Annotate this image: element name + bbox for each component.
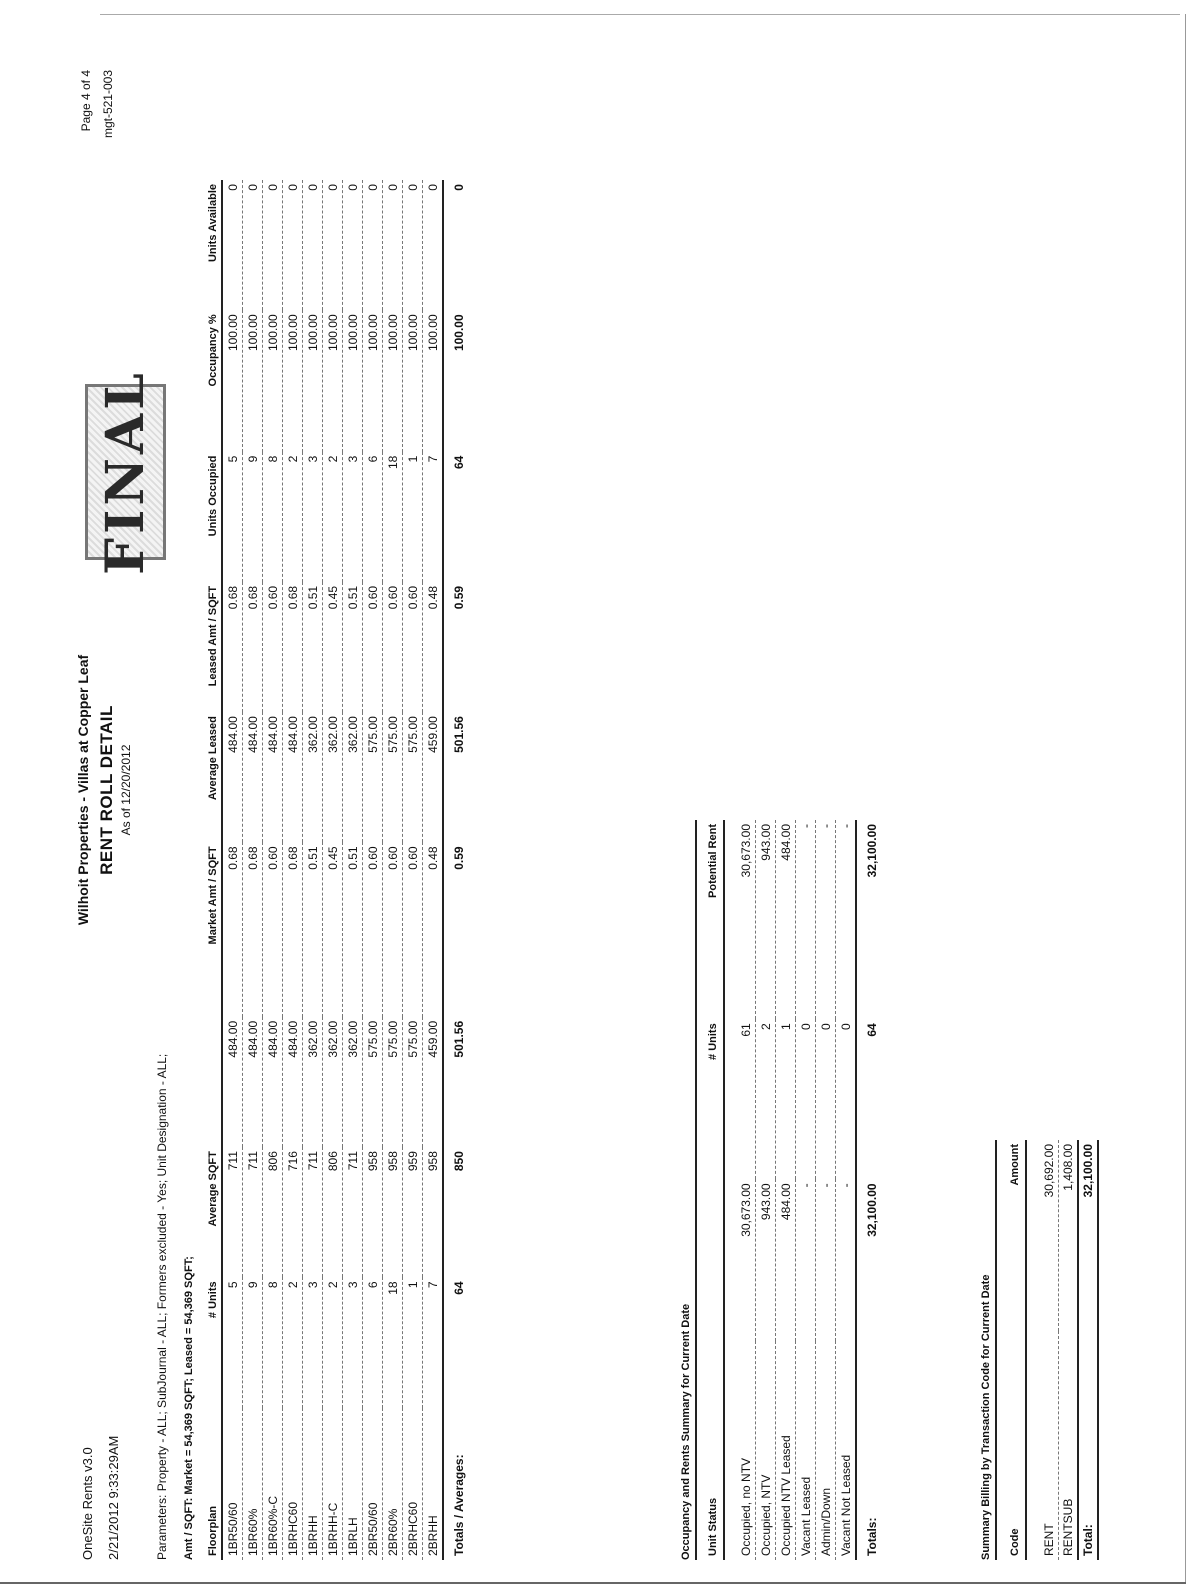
report-parameters: Parameters: Property - ALL; SubJournal - ALL; Formers excluded - Yes; Unit Designation - ALL;: [155, 1053, 169, 1560]
col-code: Code: [996, 1331, 1026, 1560]
cell-market-amt-sqft: 0.45: [323, 842, 343, 1016]
cell-market-rent: 30,673.00: [724, 1179, 756, 1341]
cell-avg-leased: 484.00: [243, 712, 263, 842]
report-header-left: [75, 1436, 127, 1560]
total-occupancy-pct: 100.00: [443, 310, 468, 451]
table-row: [283, 180, 303, 1560]
cell-occupancy-pct: 100.00: [343, 310, 363, 451]
cell-units-occupied: 6: [363, 452, 383, 582]
cell-avg-leased: 362.00: [343, 712, 363, 842]
cell-floorplan: 2BR50/60: [363, 1408, 383, 1560]
cell-amount: 30,692.00: [1026, 1140, 1059, 1331]
sqft-filters: Amt / SQFT: Market = 54,369 SQFT; Leased = 54,369 SQFT;: [183, 1256, 195, 1560]
cell-market-amt-sqft: 0.68: [222, 842, 243, 1016]
cell-units-available: 0: [383, 180, 403, 310]
cell-units: 7: [423, 1277, 444, 1407]
cell-units-occupied: 2: [323, 452, 343, 582]
total-potential-rent: 32,100.00: [856, 820, 881, 1019]
totals-row: [443, 180, 468, 1560]
col-occ-units: # Units: [696, 1019, 724, 1179]
final-stamp: FINAL: [85, 384, 166, 560]
col-units-available: Units Available: [205, 180, 222, 310]
cell-units-available: 0: [263, 180, 283, 310]
cell-market-amt-sqft: 0.60: [263, 842, 283, 1016]
cell-units: 1: [403, 1277, 423, 1407]
col-market-amt-sqft: Market Amt / SQFT: [205, 842, 222, 1016]
cell-avg-sqft: 806: [263, 1147, 283, 1277]
table-row: [243, 180, 263, 1560]
cell-amount: 1,408.00: [1059, 1140, 1079, 1331]
cell-market-rent: 484.00: [222, 1017, 243, 1147]
cell-units-occupied: 3: [343, 452, 363, 582]
total-market-amt-sqft: 0.59: [443, 842, 468, 1016]
col-avg-sqft: Average SQFT: [205, 1147, 222, 1277]
cell-market-rent: 362.00: [343, 1017, 363, 1147]
cell-market-amt-sqft: 0.60: [363, 842, 383, 1016]
total-market-rent: 501.56: [443, 1017, 468, 1147]
cell-units: 61: [724, 1019, 756, 1179]
col-floorplan: Floorplan: [205, 1408, 222, 1560]
cell-potential-rent: -: [796, 820, 816, 1019]
cell-code: RENT: [1026, 1331, 1059, 1560]
cell-unit-status: Vacant Not Leased: [836, 1341, 857, 1560]
total-leased-amt-sqft: 0.59: [443, 582, 468, 712]
occupancy-summary-title: Occupancy and Rents Summary for Current Date: [680, 1303, 692, 1560]
cell-units: 0: [816, 1019, 836, 1179]
cell-units: 5: [222, 1277, 243, 1407]
cell-floorplan: 1BRLH: [343, 1408, 363, 1560]
total-market-rent: 32,100.00: [856, 1179, 881, 1341]
col-units-occupied: Units Occupied: [205, 452, 222, 582]
table-row: [1026, 1140, 1059, 1560]
floorplan-table: [205, 180, 468, 1560]
table-row: [1059, 1140, 1079, 1560]
cell-unit-status: Occupied NTV Leased: [776, 1341, 796, 1560]
cell-occupancy-pct: 100.00: [243, 310, 263, 451]
occupancy-summary-table: [695, 820, 881, 1560]
cell-leased-amt-sqft: 0.51: [303, 582, 323, 712]
cell-leased-amt-sqft: 0.60: [403, 582, 423, 712]
cell-market-rent: -: [816, 1179, 836, 1341]
cell-units-occupied: 9: [243, 452, 263, 582]
total-units-available: 0: [443, 180, 468, 310]
cell-floorplan: 2BRHH: [423, 1408, 444, 1560]
cell-potential-rent: -: [816, 820, 836, 1019]
cell-units: 6: [363, 1277, 383, 1407]
cell-occupancy-pct: 100.00: [263, 310, 283, 451]
cell-leased-amt-sqft: 0.45: [323, 582, 343, 712]
total-units: 64: [856, 1019, 881, 1179]
cell-units-available: 0: [403, 180, 423, 310]
cell-units-occupied: 3: [303, 452, 323, 582]
cell-floorplan: 1BR60%: [243, 1408, 263, 1560]
table-row: [776, 820, 796, 1560]
cell-units-available: 0: [303, 180, 323, 310]
table-row: [816, 820, 836, 1560]
col-potential-rent: Potential Rent: [696, 820, 724, 1019]
cell-leased-amt-sqft: 0.48: [423, 582, 444, 712]
cell-avg-leased: 484.00: [263, 712, 283, 842]
as-of-date: As of 12/20/2012: [119, 744, 133, 836]
cell-avg-sqft: 711: [343, 1147, 363, 1277]
cell-leased-amt-sqft: 0.60: [363, 582, 383, 712]
table-row: [796, 820, 816, 1560]
page-edge-top: [100, 14, 1180, 15]
total-unit-status: Totals:: [856, 1341, 881, 1560]
cell-avg-leased: 459.00: [423, 712, 444, 842]
cell-market-rent: 484.00: [263, 1017, 283, 1147]
cell-avg-leased: 484.00: [222, 712, 243, 842]
cell-leased-amt-sqft: 0.51: [343, 582, 363, 712]
cell-market-amt-sqft: 0.48: [423, 842, 444, 1016]
col-market-rent: [205, 1017, 222, 1147]
cell-potential-rent: 943.00: [756, 820, 776, 1019]
cell-floorplan: 1BRHH-C: [323, 1408, 343, 1560]
col-units: # Units: [205, 1277, 222, 1407]
cell-market-amt-sqft: 0.60: [383, 842, 403, 1016]
cell-units: 3: [343, 1277, 363, 1407]
table-row: [423, 180, 444, 1560]
cell-occupancy-pct: 100.00: [383, 310, 403, 451]
col-occ-market-rent: [696, 1179, 724, 1341]
cell-occupancy-pct: 100.00: [363, 310, 383, 451]
cell-avg-sqft: 711: [243, 1147, 263, 1277]
col-leased-amt-sqft: Leased Amt / SQFT: [205, 582, 222, 712]
cell-occupancy-pct: 100.00: [403, 310, 423, 451]
cell-code: RENTSUB: [1059, 1331, 1079, 1560]
cell-units: 0: [796, 1019, 816, 1179]
cell-units-available: 0: [243, 180, 263, 310]
report-code: mgt-521-003: [101, 70, 115, 139]
cell-occupancy-pct: 100.00: [423, 310, 444, 451]
cell-units-available: 0: [423, 180, 444, 310]
cell-units: 3: [303, 1277, 323, 1407]
cell-market-amt-sqft: 0.51: [343, 842, 363, 1016]
cell-occupancy-pct: 100.00: [323, 310, 343, 451]
report-title: RENT ROLL DETAIL: [97, 705, 116, 875]
cell-floorplan: 1BR60%-C: [263, 1408, 283, 1560]
cell-avg-sqft: 958: [383, 1147, 403, 1277]
table-row: [836, 820, 857, 1560]
cell-floorplan: 2BRHC60: [403, 1408, 423, 1560]
cell-floorplan: 1BRHC60: [283, 1408, 303, 1560]
table-row: [343, 180, 363, 1560]
cell-units-occupied: 2: [283, 452, 303, 582]
total-units-occupied: 64: [443, 452, 468, 582]
total-units: 64: [443, 1277, 468, 1407]
company-name: Wilhoit Properties - Villas at Copper Leaf: [75, 654, 91, 926]
cell-units: 8: [263, 1277, 283, 1407]
cell-potential-rent: 484.00: [776, 820, 796, 1019]
page-edge-bottom: [0, 1582, 1186, 1584]
report-header-center: [75, 540, 133, 1040]
cell-avg-sqft: 958: [423, 1147, 444, 1277]
floorplan-table-header: [205, 180, 222, 1560]
cell-market-rent: 362.00: [303, 1017, 323, 1147]
cell-potential-rent: -: [836, 820, 857, 1019]
cell-market-amt-sqft: 0.68: [243, 842, 263, 1016]
page-edge-right: [1185, 14, 1186, 1582]
total-code: Total:: [1078, 1331, 1098, 1560]
table-row: [383, 180, 403, 1560]
cell-market-amt-sqft: 0.60: [403, 842, 423, 1016]
cell-avg-leased: 575.00: [383, 712, 403, 842]
total-amount: 32,100.00: [1078, 1140, 1098, 1331]
software-name: OneSite Rents v3.0: [80, 1447, 95, 1560]
cell-units-occupied: 1: [403, 452, 423, 582]
billing-summary-table: [995, 1140, 1099, 1560]
cell-leased-amt-sqft: 0.68: [222, 582, 243, 712]
table-row: [303, 180, 323, 1560]
table-row: [222, 180, 243, 1560]
cell-floorplan: 1BR50/60: [222, 1408, 243, 1560]
cell-avg-leased: 362.00: [323, 712, 343, 842]
cell-units-available: 0: [323, 180, 343, 310]
report-header-right: [75, 70, 119, 270]
cell-market-rent: -: [836, 1179, 857, 1341]
cell-avg-sqft: 959: [403, 1147, 423, 1277]
cell-units: 18: [383, 1277, 403, 1407]
table-row: [323, 180, 343, 1560]
totals-row: [1078, 1140, 1098, 1560]
cell-units: 2: [283, 1277, 303, 1407]
occupancy-table-header: [696, 820, 724, 1560]
cell-market-rent: 484.00: [283, 1017, 303, 1147]
cell-units: 0: [836, 1019, 857, 1179]
cell-units: 1: [776, 1019, 796, 1179]
cell-market-rent: 484.00: [776, 1179, 796, 1341]
cell-units-available: 0: [222, 180, 243, 310]
total-avg-sqft: 850: [443, 1147, 468, 1277]
cell-units-occupied: 8: [263, 452, 283, 582]
cell-floorplan: 2BR60%: [383, 1408, 403, 1560]
cell-unit-status: Occupied, NTV: [756, 1341, 776, 1560]
cell-avg-sqft: 806: [323, 1147, 343, 1277]
billing-table-header: [996, 1140, 1026, 1560]
cell-market-rent: 575.00: [363, 1017, 383, 1147]
cell-market-rent: 575.00: [383, 1017, 403, 1147]
cell-units-available: 0: [283, 180, 303, 310]
page-number: Page 4 of 4: [79, 70, 93, 132]
total-avg-leased: 501.56: [443, 712, 468, 842]
cell-units-available: 0: [343, 180, 363, 310]
cell-market-rent: 362.00: [323, 1017, 343, 1147]
table-row: [756, 820, 776, 1560]
cell-market-rent: 484.00: [243, 1017, 263, 1147]
cell-units-occupied: 18: [383, 452, 403, 582]
cell-units: 2: [323, 1277, 343, 1407]
cell-units-occupied: 7: [423, 452, 444, 582]
cell-market-rent: 943.00: [756, 1179, 776, 1341]
table-row: [363, 180, 383, 1560]
cell-units-occupied: 5: [222, 452, 243, 582]
cell-leased-amt-sqft: 0.68: [243, 582, 263, 712]
cell-potential-rent: 30,673.00: [724, 820, 756, 1019]
cell-market-rent: 459.00: [423, 1017, 444, 1147]
cell-leased-amt-sqft: 0.60: [383, 582, 403, 712]
cell-avg-leased: 362.00: [303, 712, 323, 842]
table-row: [403, 180, 423, 1560]
cell-floorplan: 1BRHH: [303, 1408, 323, 1560]
cell-leased-amt-sqft: 0.68: [283, 582, 303, 712]
cell-avg-sqft: 716: [283, 1147, 303, 1277]
rotated-report: [55, 20, 1175, 1560]
cell-units: 2: [756, 1019, 776, 1179]
cell-unit-status: Admin/Down: [816, 1341, 836, 1560]
col-unit-status: Unit Status: [696, 1341, 724, 1560]
cell-market-rent: -: [796, 1179, 816, 1341]
cell-avg-leased: 484.00: [283, 712, 303, 842]
billing-summary-title: Summary Billing by Transaction Code for Current Date: [980, 1274, 992, 1560]
cell-occupancy-pct: 100.00: [283, 310, 303, 451]
totals-row: [856, 820, 881, 1560]
print-timestamp: 2/21/2012 9:33:29AM: [106, 1435, 121, 1560]
cell-leased-amt-sqft: 0.60: [263, 582, 283, 712]
cell-occupancy-pct: 100.00: [303, 310, 323, 451]
cell-unit-status: Occupied, no NTV: [724, 1341, 756, 1560]
table-row: [724, 820, 756, 1560]
total-floorplan: Totals / Averages:: [443, 1408, 468, 1560]
cell-occupancy-pct: 100.00: [222, 310, 243, 451]
cell-market-amt-sqft: 0.68: [283, 842, 303, 1016]
cell-avg-sqft: 711: [303, 1147, 323, 1277]
cell-unit-status: Vacant Leased: [796, 1341, 816, 1560]
col-amount: Amount: [996, 1140, 1026, 1331]
table-row: [263, 180, 283, 1560]
cell-units-available: 0: [363, 180, 383, 310]
col-occupancy-pct: Occupancy %: [205, 310, 222, 451]
cell-avg-leased: 575.00: [403, 712, 423, 842]
col-avg-leased: Average Leased: [205, 712, 222, 842]
cell-market-amt-sqft: 0.51: [303, 842, 323, 1016]
cell-avg-leased: 575.00: [363, 712, 383, 842]
cell-market-rent: 575.00: [403, 1017, 423, 1147]
cell-avg-sqft: 711: [222, 1147, 243, 1277]
cell-units: 9: [243, 1277, 263, 1407]
cell-avg-sqft: 958: [363, 1147, 383, 1277]
